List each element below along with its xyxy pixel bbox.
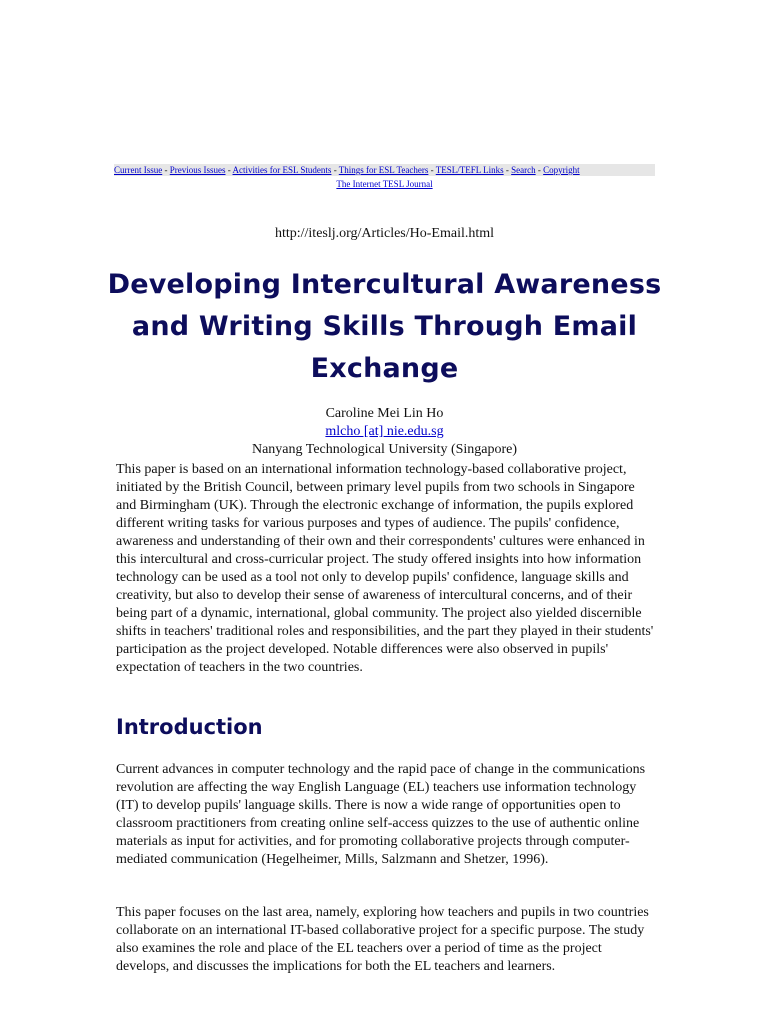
nav-separator: - (535, 165, 544, 175)
article-title: Developing Intercultural Awareness and Writing Skills Through Email Exchange (107, 269, 662, 384)
nav-link-previous-issues[interactable]: Previous Issues (169, 165, 226, 175)
author-affiliation: Nanyang Technological University (Singapore) (251, 442, 518, 457)
nav-link-tesl-tefl-links[interactable]: TESL/TEFL Links (435, 165, 504, 175)
nav-link-copyright[interactable]: Copyright (543, 165, 580, 175)
author-email-link[interactable]: mlcho [at] nie.edu.sg (325, 424, 444, 439)
journal-home-link[interactable]: The Internet TESL Journal (336, 179, 433, 189)
nav-separator: - (503, 165, 512, 175)
top-navigation-bar (114, 164, 655, 176)
nav-separator: - (331, 165, 339, 175)
nav-separator: - (162, 165, 170, 175)
nav-link-things-for-esl-teachers[interactable]: Things for ESL Teachers (338, 165, 429, 175)
nav-link-current-issue[interactable]: Current Issue (114, 165, 163, 175)
nav-link-search[interactable]: Search (511, 165, 536, 175)
article-url: http://iteslj.org/Articles/Ho-Email.html (274, 226, 495, 241)
journal-home-container (114, 178, 655, 190)
nav-separator: - (428, 165, 436, 175)
abstract-paragraph: This paper is based on an international information technology-based collaborative project, initiated by the British Council, between primary level pupils from two schools in Singapore and Birmingham (UK). Through the electronic exchange of information, the pupils explored different writing tasks for various purposes and types of audience. The pupils' confidence, awareness and understanding of their own and their correspondents' cultures were enhanced in this intercultural and cross-curricular project. The study offered insights into how information technology can be used as a tool not only to develop pupils' confidence, language skills and creativity, but also to develop their sense of awareness of intercultural concerns, and of their being part of a dynamic, international, global community. The project also yielded discernible shifts in teachers' traditional roles and responsibilities, and the part they played in their students' participation as the project developed. Notable differences were also observed in pupils' expectation of teachers in the two countries. (116, 462, 654, 675)
nav-link-activities-for-esl-students[interactable]: Activities for ESL Students (232, 165, 332, 175)
author-block (114, 405, 655, 459)
author-name: Caroline Mei Lin Ho (325, 406, 444, 421)
introduction-heading: Introduction (116, 715, 263, 739)
nav-separator: - (225, 165, 233, 175)
introduction-paragraph-1: Current advances in computer technology and the rapid pace of change in the communications revolution are affecting the way English Language (EL) teachers use information technology (IT) to develop pupils' language skills. There is now a wide range of opportunities open to classroom practitioners from creating online self-access quizzes to the use of authentic online materials as input for activities, and for promoting collaborative projects through computer-mediated communication (Hegelheimer, Mills, Salzmann and Shetzer, 1996). (116, 762, 646, 867)
introduction-paragraph-2: This paper focuses on the last area, namely, exploring how teachers and pupils in two countries collaborate on an international IT-based collaborative project for a specific purpose. The study also examines the role and place of the EL teachers over a period of time as the project develops, and discusses the implications for both the EL teachers and learners. (116, 905, 649, 974)
